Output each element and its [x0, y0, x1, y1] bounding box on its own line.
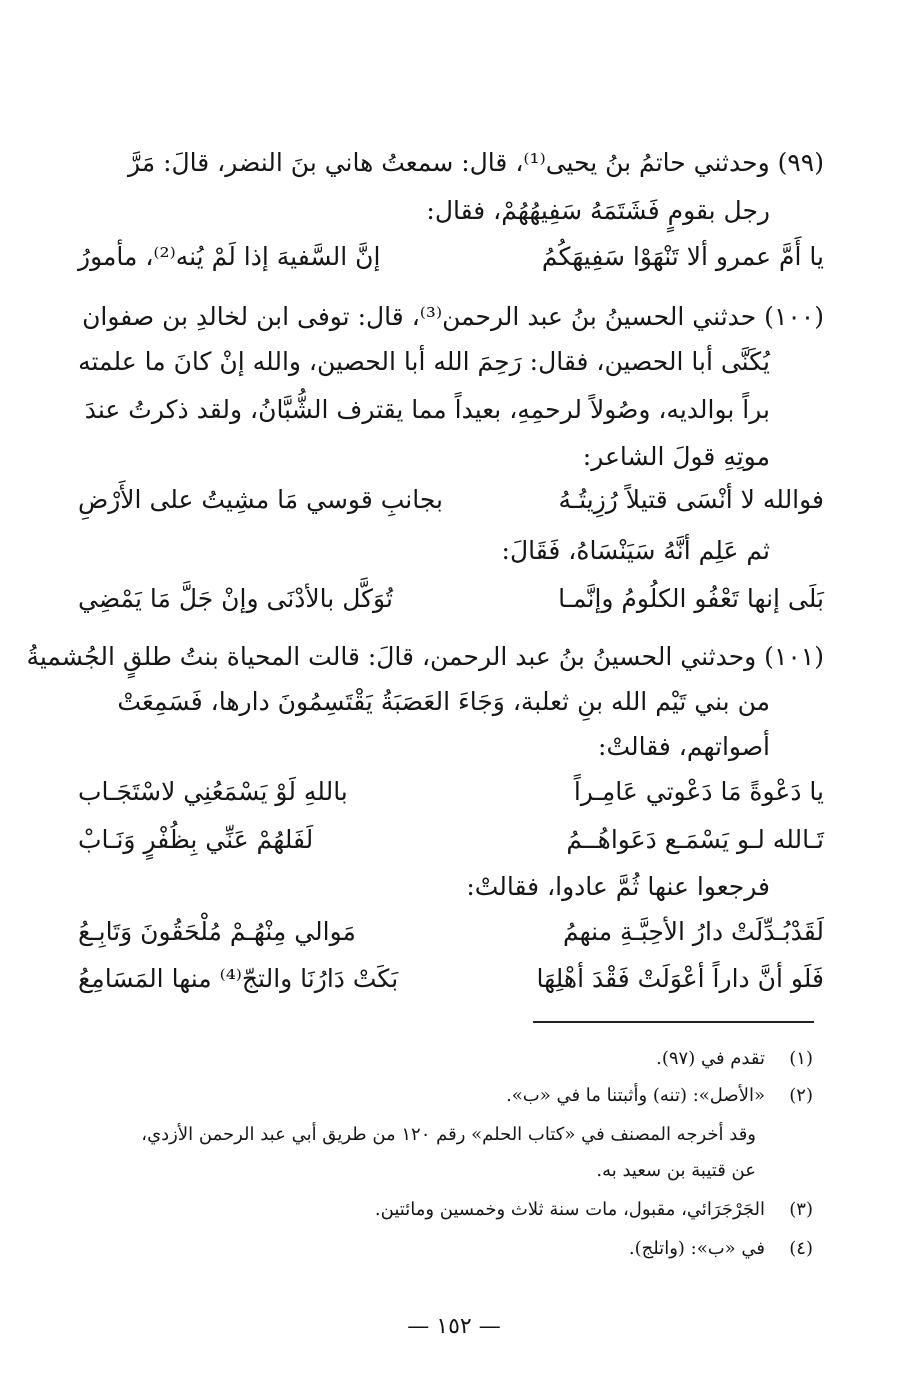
- footnote-number: (٣): [789, 1199, 813, 1220]
- paragraph-100-line-4: موتِهِ قولَ الشاعر:: [582, 442, 770, 471]
- verse-3: [78, 582, 824, 616]
- verse-4-first-hemistich: يا دَعْوةً مَا دَعْوتي عَامِـراً: [573, 777, 824, 806]
- verse-2-second-hemistich: بجانبِ قوسي مَا مشِيتُ على الأَرْضِ: [78, 485, 443, 514]
- verse-6-second-hemistich: مَوالي مِنْهُـمْ مُلْحَقُونَ وَتَابِـعُ: [78, 917, 356, 946]
- verse-1-second-hemistich: إنَّ السَّفيهَ إذا لَمْ يُنه⁽²⁾، مأمورُ: [78, 242, 381, 271]
- paragraph-99-line-1: (٩٩) وحدثني حاتمُ بنُ يحيى⁽¹⁾، قال: سمعتُ هاني بنَ النضر، قالَ: مَرَّ: [127, 148, 824, 177]
- footnote-number: (٢): [789, 1085, 813, 1106]
- paragraph-100-line-3: براً بوالديه، وصُولاً لرحمِهِ، بعيداً مما يقترف الشُّبَّانُ، ولقد ذكرتُ عندَ: [84, 395, 770, 424]
- footnote-separator: [533, 1021, 814, 1023]
- paragraph-100-line-5: ثم عَلِم أنَّهُ سَيَنْسَاهُ، فَقَالَ:: [501, 536, 770, 565]
- paragraph-100-line-2: يُكَنَّى أبا الحصين، فقال: رَحِمَ الله أبا الحصين، والله إنْ كانَ ما علمته: [78, 347, 770, 376]
- footnote-text: في «ب»: (واتلج).: [628, 1238, 765, 1259]
- paragraph-100-line-1: (١٠٠) حدثني الحسينُ بنُ عبد الرحمن⁽³⁾، قال: توفى ابن لخالدِ بن صفوان: [82, 302, 824, 331]
- footnote-text: الجَرْجَرَائي، مقبول، مات سنة ثلاث وخمسين ومائتين.: [374, 1199, 765, 1220]
- paragraph-99-line-2: رجل بقومٍ فَشَتَمَهُ سَفِيهُهُمْ، فقال:: [426, 196, 770, 225]
- page-number: — ١٥٢ —: [407, 1314, 501, 1339]
- verse-3-first-hemistich: بَلَى إنها تَعْفُو الكلُومُ وإنَّمـا: [558, 584, 824, 613]
- footnote-4: [78, 1236, 813, 1262]
- verse-7: [78, 962, 824, 996]
- paragraph-101-line-1: (١٠١) وحدثني الحسينُ بنُ عبد الرحمن، قالَ: قالت المحياة بنتُ طلقٍ الجُشميةُ: [26, 642, 824, 671]
- verse-2: [78, 483, 824, 517]
- verse-6-first-hemistich: لَقَدْبُـدِّلَتْ دارُ الأحِبَّـةِ منهمُ: [563, 917, 824, 946]
- footnote-number: (٤): [789, 1238, 813, 1259]
- verse-5-first-hemistich: تَـالله لـو يَسْمَـع دَعَواهُــمُ: [566, 825, 824, 854]
- paragraph-101-line-2: من بني تَيْم الله بنِ ثعلبة، وَجَاءَ العَصَبَةُ يَقْتَسِمُونَ دارها، فَسَمِعَتْ: [117, 687, 770, 716]
- verse-4-second-hemistich: باللهِ لَوْ يَسْمَعُنِي لاسْتَجَـاب: [78, 777, 348, 806]
- footnote-2-continuation-2: عن قتيبة بن سعيد به.: [596, 1160, 756, 1181]
- verse-5-second-hemistich: لَفَلهُمْ عَنِّي بِظُفْرٍ وَنَـابْ: [78, 825, 314, 854]
- verse-6: [78, 915, 824, 949]
- verse-5: [78, 823, 824, 857]
- footnote-2-continuation: وقد أخرجه المصنف في «كتاب الحلم» رقم ١٢٠ من طريق أبي عبد الرحمن الأزدي،: [141, 1124, 756, 1145]
- footnote-number: (١): [789, 1048, 813, 1069]
- verse-2-first-hemistich: فوالله لا أنْسَى قتيلاً رُزِيتُـهُ: [558, 485, 824, 514]
- footnote-text: «الأصل»: (تنه) وأثبتنا ما في «ب».: [506, 1085, 765, 1106]
- verse-1: [78, 240, 824, 274]
- footnote-text: تقدم في (٩٧).: [656, 1048, 765, 1069]
- footnote-1: [78, 1046, 813, 1072]
- verse-7-first-hemistich: فَلَو أنَّ داراً أعْوَلَتْ فَقْدَ أهْلِهَا: [536, 964, 824, 993]
- footnote-3: [78, 1197, 813, 1223]
- verse-4: [78, 775, 824, 809]
- paragraph-101-line-3: أصواتهم، فقالتْ:: [598, 732, 770, 761]
- verse-1-first-hemistich: يا أَمَّ عمرو ألا تَنْهَوْا سَفِيهَكُمُ: [541, 242, 824, 271]
- paragraph-101-line-4: فرجعوا عنها ثُمَّ عادوا، فقالتْ:: [466, 872, 770, 901]
- verse-7-second-hemistich: بَكَتْ دَارُنَا والتجّ⁽⁴⁾ منها المَسَامِعُ: [78, 964, 399, 993]
- footnote-2: [78, 1083, 813, 1109]
- verse-3-second-hemistich: تُوَكَّل بالأدْنَى وإنْ جَلَّ مَا يَمْضِي: [78, 584, 393, 613]
